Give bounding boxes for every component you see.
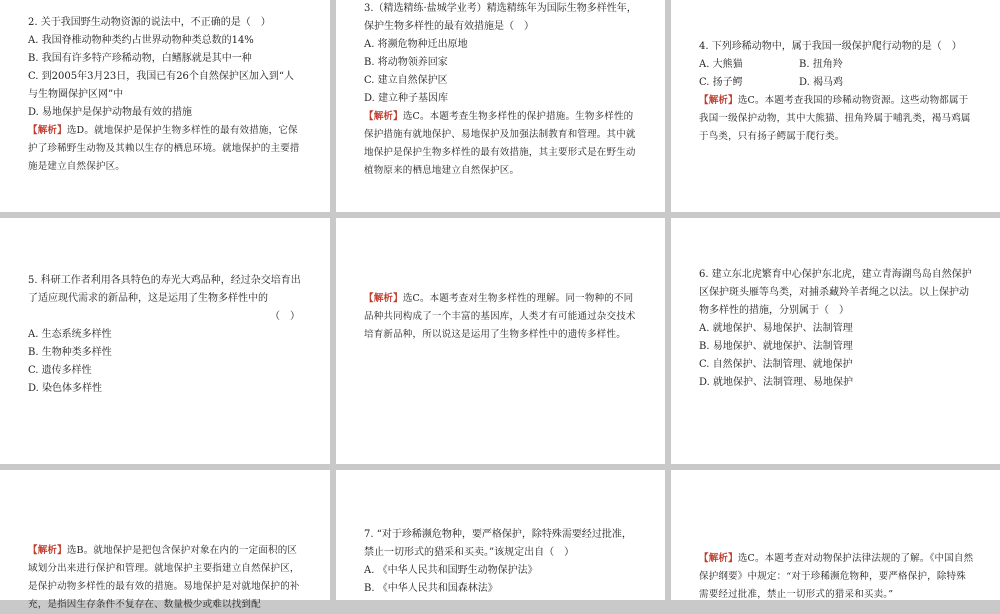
panel-question-2 — [0, 0, 330, 212]
question-4-analysis — [699, 92, 974, 146]
question-6-text: 6. 建立东北虎繁育中心保护东北虎，建立青海湖鸟岛自然保护区保护斑头雁等鸟类，对捕杀藏羚羊者绳之以法。以上保护动物多样性的措施，分别属于（ ） — [699, 269, 972, 316]
question-5-analysis — [364, 290, 639, 344]
question-5-option-c: C. 遗传多样性 — [28, 365, 92, 376]
analysis-label: 【解析】 — [28, 125, 67, 136]
panel-answer-7 — [671, 470, 1000, 600]
analysis-text: 选D。就地保护是保护生物多样性的最有效措施，它保护了珍稀野生动物及其赖以生存的栖息环境。就地保护的主要措施是建立自然保护区。 — [28, 125, 300, 172]
analysis-label: 【解析】 — [699, 95, 738, 106]
question-3-option-c: C. 建立自然保护区 — [364, 75, 448, 86]
question-4-option-c: C. 扬子鳄 — [699, 77, 743, 88]
analysis-label: 【解析】 — [699, 553, 738, 564]
question-4-options — [699, 56, 974, 92]
panel-question-5 — [0, 218, 330, 464]
panel-question-3 — [336, 0, 665, 212]
question-6-option-b: B. 易地保护、就地保护、法制管理 — [699, 341, 853, 352]
question-7-analysis — [699, 550, 974, 604]
question-4-text: 4. 下列珍稀动物中，属于我国一级保护爬行动物的是（ ） — [699, 41, 962, 52]
question-4-option-b: B. 扭角羚 — [799, 59, 843, 70]
question-2-option-c: C. 到2005年3月23日，我国已有26个自然保护区加入到“人与生物圈保护区网”中 — [28, 71, 295, 100]
question-7-text: 7. “对于珍稀濒危物种，要严格保护，除特殊需要经过批准，禁止一切形式的猎采和买卖。”该规定出自（ ） — [364, 529, 632, 558]
question-6-analysis — [28, 542, 304, 614]
question-3-analysis — [364, 108, 639, 180]
analysis-label: 【解析】 — [28, 545, 67, 556]
question-6-option-d: D. 就地保护、法制管理、易地保护 — [699, 377, 854, 388]
question-5-text: 5. 科研工作者利用各具特色的寿光大鸡品种，经过杂交培育出了适应现代需求的新品种，这是运用了生物多样性中的 — [28, 275, 301, 304]
analysis-label: 【解析】 — [364, 293, 403, 304]
question-7-option-b: B. 《中华人民共和国森林法》 — [364, 583, 498, 594]
panel-question-7 — [336, 470, 665, 600]
analysis-text: 选C。本题考查我国的珍稀动物资源。这些动物都属于我国一级保护动物，其中大熊猫、扭角羚属于哺乳类，褐马鸡属于鸟类，只有扬子鳄属于爬行类。 — [699, 95, 971, 142]
question-7-option-a: A. 《中华人民共和国野生动物保护法》 — [364, 565, 538, 576]
question-2-option-b: B. 我国有许多特产珍稀动物，白鳍豚就是其中一种 — [28, 53, 252, 64]
question-3-option-a: A. 将濒危物种迁出原地 — [364, 39, 468, 50]
analysis-label: 【解析】 — [364, 111, 403, 122]
panel-question-4 — [671, 0, 1000, 212]
panel-question-6 — [671, 218, 1000, 464]
analysis-text: 选B。就地保护是把包含保护对象在内的一定面积的区域划分出来进行保护和管理。就地保护主要指建立自然保护区，是保护动物多样性的最有效的措施。易地保护是对就地保护的补充，是指因生存条件不复存在、数量极少或难以找到配 — [28, 545, 300, 610]
question-3-option-b: B. 将动物领养回家 — [364, 57, 448, 68]
question-5-option-a: A. 生态系统多样性 — [28, 329, 112, 340]
question-3-option-d: D. 建立种子基因库 — [364, 93, 449, 104]
question-5-answer-blank: （ ） — [270, 311, 300, 322]
question-2-text: 2. 关于我国野生动物资源的说法中，不正确的是（ ） — [28, 17, 271, 28]
question-4-option-d: D. 褐马鸡 — [799, 77, 844, 88]
question-4-option-a: A. 大熊猫 — [699, 59, 743, 70]
panel-answer-6 — [0, 470, 330, 610]
question-5-option-b: B. 生物种类多样性 — [28, 347, 112, 358]
question-6-option-a: A. 就地保护、易地保护、法制管理 — [699, 323, 853, 334]
question-2-analysis — [28, 122, 304, 176]
analysis-text: 选C。本题考查生物多样性的保护措施。生物多样性的保护措施有就地保护、易地保护及加强法制教育和管理。其中就地保护是保护生物多样性的最有效措施，其主要形式是在野生动植物原来的栖息地建立自然保护区。 — [364, 111, 636, 176]
question-3-text: 3.（精选精练·盐城学业考）精选精练年为国际生物多样性年，保护生物多样性的最有效措施是（ ） — [364, 3, 637, 32]
panel-answer-5 — [336, 218, 665, 464]
question-2-option-d: D. 易地保护是保护动物最有效的措施 — [28, 107, 193, 118]
analysis-text: 选C。本题考查对生物多样性的理解。同一物种的不同品种共同构成了一个丰富的基因库，人类才有可能通过杂交技术培育新品种，所以说这是运用了生物多样性中的遗传多样性。 — [364, 293, 636, 340]
question-2-option-a: A. 我国脊椎动物种类约占世界动物种类总数的14% — [28, 35, 254, 46]
question-5-option-d: D. 染色体多样性 — [28, 383, 103, 394]
analysis-text: 选C。本题考查对动物保护法律法规的了解。《中国自然保护纲要》中规定：“对于珍稀濒危物种，要严格保护，除特殊需要经过批准，禁止一切形式的猎采和买卖。” — [699, 553, 974, 600]
question-6-option-c: C. 自然保护、法制管理、就地保护 — [699, 359, 853, 370]
